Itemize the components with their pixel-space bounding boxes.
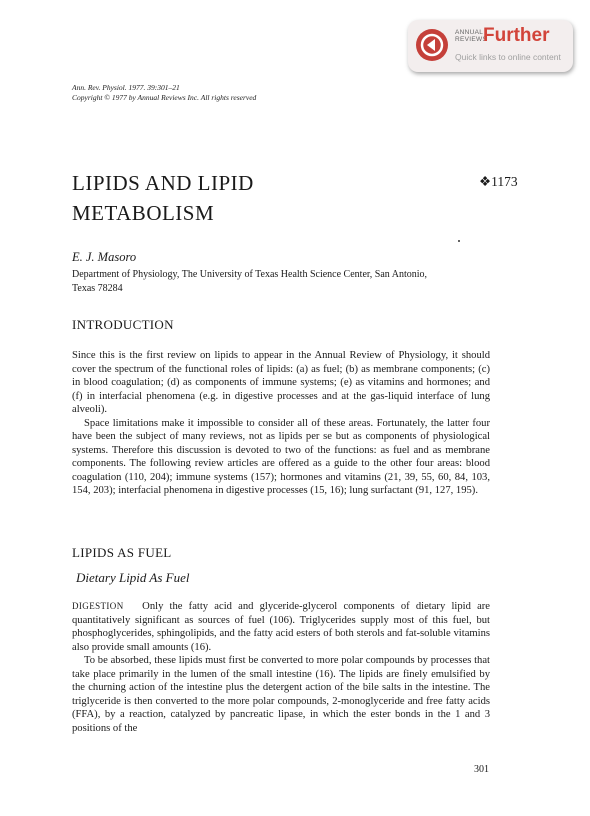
run-in-heading-digestion: DIGESTION bbox=[72, 601, 124, 611]
copyright-line: Copyright © 1977 by Annual Reviews Inc. All rights reserved bbox=[72, 93, 257, 102]
digestion-body bbox=[72, 600, 490, 735]
paragraph: Space limitations make it impossible to consider all of these areas. Fortunately, the latter four have been the subject of many reviews, not as lipids per se but as components of physiological systems. Therefore this discussion is devoted to two of the functions: as fuel and as membrane components. The following review articles are offered as a guide to the other four areas: blood coagulation (110, 204); immune systems (157); hormones and vitamins (21, 39, 55, 60, 84, 103, 154, 203); interfacial phenomena in digestive processes (15, 16); lung surfactant (91, 127, 195). bbox=[72, 417, 490, 497]
introduction-body bbox=[72, 349, 490, 498]
author-name: E. J. Masoro bbox=[72, 250, 137, 264]
section-heading-introduction: INTRODUCTION bbox=[72, 317, 174, 332]
arrow-left-circle-icon bbox=[416, 29, 448, 61]
citation-line-1: Ann. Rev. Physiol. 1977. 39:301–21 bbox=[72, 83, 180, 92]
article-number: ❖1173 bbox=[479, 174, 518, 189]
article-title: LIPIDS AND LIPID METABOLISM bbox=[72, 171, 254, 225]
annual-reviews-further-banner[interactable] bbox=[408, 20, 573, 72]
paragraph: Since this is the first review on lipids to appear in the Annual Review of Physiology, it should cover the spectrum of the functional roles of lipids: (a) as fuel; (b) as membrane components; (c) in blood coagulation; (d) as components of immune systems; (e) as vitamins and hormones; and (f) in interfacial phenomena (e.g. in digestive processes and at the gas-liquid interface of lung alveoli). bbox=[72, 350, 490, 416]
author-affiliation: Department of Physiology, The University of Texas Health Science Center, San Antonio, Texas 78284 bbox=[72, 269, 428, 294]
speck-mark bbox=[458, 240, 460, 242]
banner-further-label: Further bbox=[483, 25, 550, 46]
section-heading-lipids-as-fuel: LIPIDS AS FUEL bbox=[72, 545, 172, 560]
page-number: 301 bbox=[474, 764, 489, 775]
banner-publisher-label: ANNUAL REVIEWS bbox=[455, 29, 488, 43]
banner-subtitle: Quick links to online content bbox=[455, 52, 561, 62]
subsection-heading-dietary-lipid: Dietary Lipid As Fuel bbox=[76, 570, 190, 585]
paragraph: To be absorbed, these lipids must first be converted to more polar compounds by processes that take place primarily in the lumen of the small intestine (16). The lipids are finely emulsified by the churning action of the intestine plus the detergent action of the bile salts in the intestine. The triglyceride is then converted to the more polar compounds, 2-monoglyceride and free fatty acids (FFA), by a reaction, catalyzed by pancreatic lipase, in which the ester bonds in the 1 and 3 positions of the bbox=[72, 655, 490, 734]
paragraph: DIGESTION Only the fatty acid and glyceride-glycerol components of dietary lipid are quantitatively significant as sources of fuel (106). Triglycerides supply most of this fuel, but phosphoglycerides, sphingolipids, and the fatty acid esters of both sterols and fat-soluble vitamins also provide small amounts (16). bbox=[72, 601, 490, 653]
journal-citation bbox=[72, 83, 256, 103]
